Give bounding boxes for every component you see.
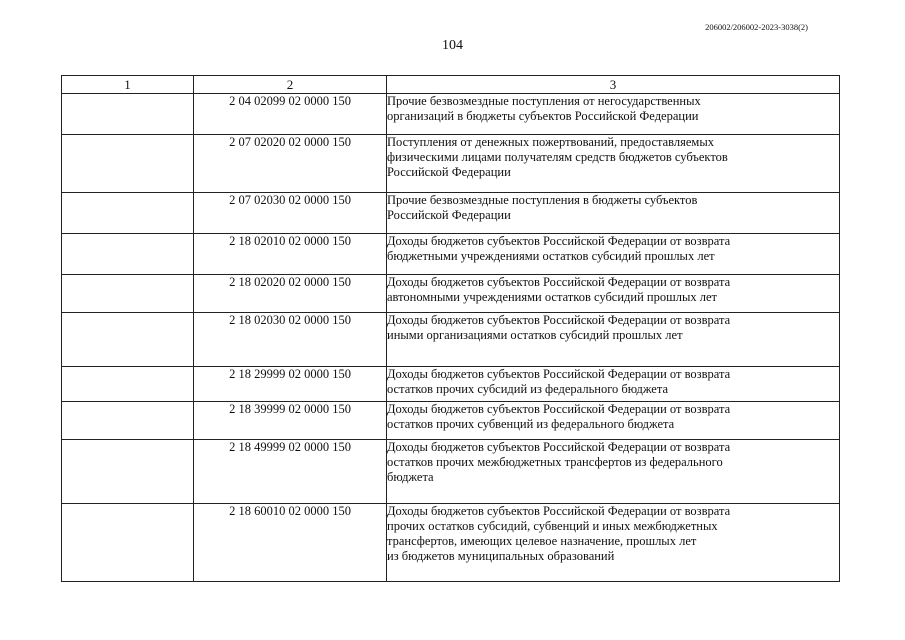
budget-code-cell: 2 18 49999 02 0000 150 xyxy=(194,440,387,504)
table-row xyxy=(62,275,840,313)
description-cell xyxy=(387,234,840,275)
table-row xyxy=(62,504,840,582)
table-row xyxy=(62,313,840,367)
description-cell xyxy=(387,313,840,367)
table-row xyxy=(62,440,840,504)
budget-code-cell: 2 18 02020 02 0000 150 xyxy=(194,275,387,313)
budget-code-cell: 2 18 60010 02 0000 150 xyxy=(194,504,387,582)
description-line: автономными учреждениями остатков субсидий прошлых лет xyxy=(387,290,717,304)
description-line: физическими лицами получателям средств бюджетов субъектов xyxy=(387,150,728,164)
budget-classification-table xyxy=(61,75,840,582)
row-col1-cell xyxy=(62,313,194,367)
table-row xyxy=(62,94,840,135)
description-line: Прочие безвозмездные поступления в бюджеты субъектов xyxy=(387,193,698,207)
description-cell xyxy=(387,193,840,234)
description-line: из бюджетов муниципальных образований xyxy=(387,549,615,563)
description-cell xyxy=(387,402,840,440)
budget-code-cell: 2 18 29999 02 0000 150 xyxy=(194,367,387,402)
row-col1-cell xyxy=(62,440,194,504)
description-cell xyxy=(387,275,840,313)
description-cell xyxy=(387,94,840,135)
description-line: прочих остатков субсидий, субвенций и иных межбюджетных xyxy=(387,519,718,533)
table-row xyxy=(62,234,840,275)
description-line: Российской Федерации xyxy=(387,165,511,179)
description-line: Доходы бюджетов субъектов Российской Федерации от возврата xyxy=(387,402,731,416)
description-line: остатков прочих межбюджетных трансфертов из федерального xyxy=(387,455,723,469)
table-body xyxy=(62,94,840,582)
description-line: Поступления от денежных пожертвований, предоставляемых xyxy=(387,135,714,149)
budget-code-cell: 2 07 02020 02 0000 150 xyxy=(194,135,387,193)
description-line: бюджета xyxy=(387,470,434,484)
row-col1-cell xyxy=(62,234,194,275)
description-line: Российской Федерации xyxy=(387,208,511,222)
budget-code-cell: 2 04 02099 02 0000 150 xyxy=(194,94,387,135)
table-row xyxy=(62,402,840,440)
budget-code-cell: 2 07 02030 02 0000 150 xyxy=(194,193,387,234)
table-row xyxy=(62,135,840,193)
row-col1-cell xyxy=(62,135,194,193)
description-line: иными организациями остатков субсидий прошлых лет xyxy=(387,328,683,342)
description-line: организаций в бюджеты субъектов Российской Федерации xyxy=(387,109,699,123)
row-col1-cell xyxy=(62,367,194,402)
column-header-3: 3 xyxy=(387,76,840,94)
description-cell xyxy=(387,440,840,504)
description-line: Доходы бюджетов субъектов Российской Федерации от возврата xyxy=(387,234,731,248)
document-id: 206002/206002-2023-3038(2) xyxy=(705,22,808,32)
row-col1-cell xyxy=(62,275,194,313)
budget-code-cell: 2 18 39999 02 0000 150 xyxy=(194,402,387,440)
table-row xyxy=(62,193,840,234)
description-line: Доходы бюджетов субъектов Российской Федерации от возврата xyxy=(387,275,731,289)
description-cell xyxy=(387,367,840,402)
description-line: бюджетными учреждениями остатков субсидий прошлых лет xyxy=(387,249,715,263)
description-line: трансфертов, имеющих целевое назначение, прошлых лет xyxy=(387,534,697,548)
table-header-row xyxy=(62,76,840,94)
row-col1-cell xyxy=(62,193,194,234)
column-header-1: 1 xyxy=(62,76,194,94)
description-line: Доходы бюджетов субъектов Российской Федерации от возврата xyxy=(387,440,731,454)
description-cell xyxy=(387,135,840,193)
description-line: Доходы бюджетов субъектов Российской Федерации от возврата xyxy=(387,367,731,381)
row-col1-cell xyxy=(62,94,194,135)
description-line: Доходы бюджетов субъектов Российской Федерации от возврата xyxy=(387,504,731,518)
budget-code-cell: 2 18 02030 02 0000 150 xyxy=(194,313,387,367)
column-header-2: 2 xyxy=(194,76,387,94)
description-line: Доходы бюджетов субъектов Российской Федерации от возврата xyxy=(387,313,731,327)
description-line: остатков прочих субвенций из федерального бюджета xyxy=(387,417,675,431)
row-col1-cell xyxy=(62,402,194,440)
table-row xyxy=(62,367,840,402)
row-col1-cell xyxy=(62,504,194,582)
description-line: остатков прочих субсидий из федерального бюджета xyxy=(387,382,668,396)
budget-code-cell: 2 18 02010 02 0000 150 xyxy=(194,234,387,275)
description-line: Прочие безвозмездные поступления от негосударственных xyxy=(387,94,701,108)
page-number: 104 xyxy=(442,38,463,53)
description-cell xyxy=(387,504,840,582)
